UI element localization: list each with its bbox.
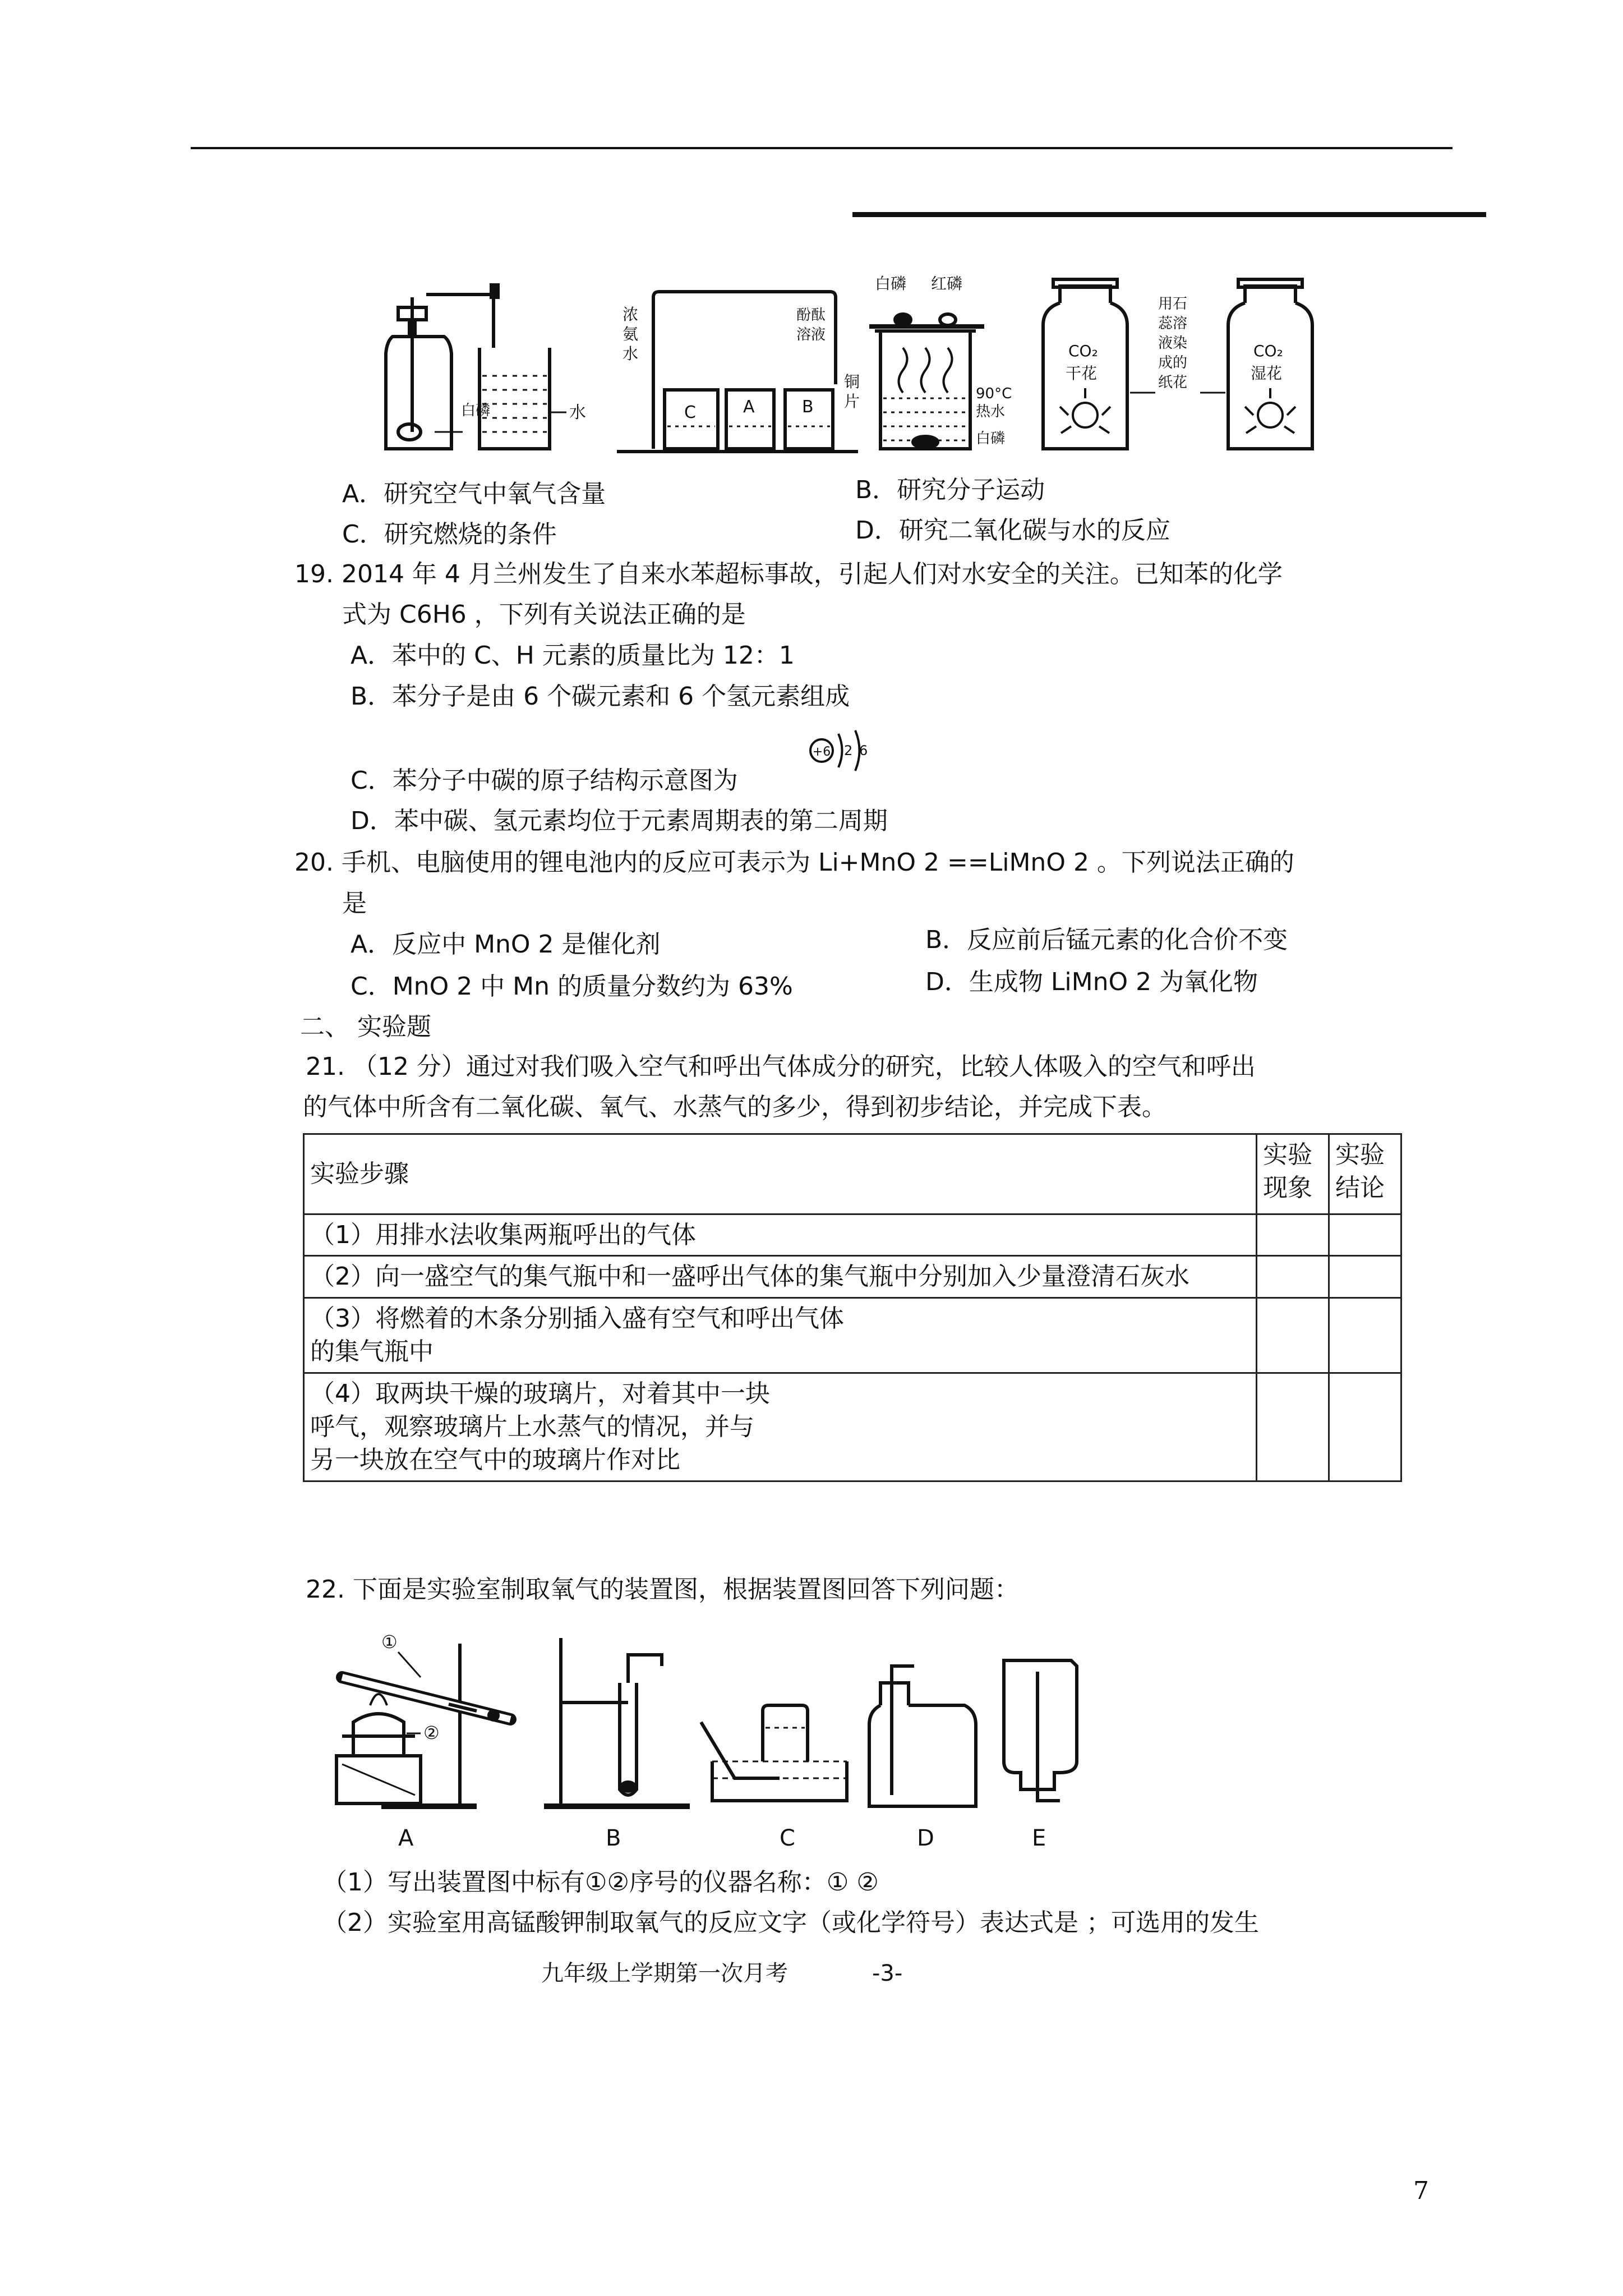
apparatus-b [544, 1638, 690, 1806]
q18-option-a: A．研究空气中氧气含量 [342, 480, 606, 508]
svg-text:液染: 液染 [1158, 335, 1188, 352]
step-3: （3）将燃着的木条分别插入盛有空气和呼出气体的集气瓶中 [304, 1297, 1257, 1373]
fig-d-label-co2-dry: CO₂ [1068, 342, 1098, 360]
q20-option-a: A．反应中 MnO 2 是催化剂 [351, 930, 661, 959]
cell-phenomenon-1[interactable] [1257, 1214, 1329, 1256]
cell-phenomenon-4[interactable] [1257, 1373, 1329, 1481]
fig-b-beaker-c: C [684, 403, 696, 422]
q19-option-b: B．苯分子是由 6 个碳元素和 6 个氢元素组成 [351, 682, 850, 711]
table-row [304, 1373, 1401, 1481]
q22-sub1: （1）写出装置图中标有①②序号的仪器名称：① ② [322, 1868, 879, 1897]
q21-stem-line2: 的气体中所含有二氧化碳、氧气、水蒸气的多少，得到初步结论，并完成下表。 [303, 1093, 1166, 1121]
q20-stem-line1: 20. 手机、电脑使用的锂电池内的反应可表示为 Li+MnO 2 ==LiMnO 2 。下列说法正确的 [294, 848, 1294, 877]
figure-combustion [869, 314, 984, 449]
cell-phenomenon-2[interactable] [1257, 1256, 1329, 1297]
apparatus-d [869, 1666, 976, 1806]
apparatus-c [701, 1705, 847, 1801]
fig-d-label-litmus: 用石 [1158, 296, 1188, 312]
q21-stem-line1: 21. （12 分）通过对我们吸入空气和呼出气体成分的研究，比较人体吸入的空气和呼出 [306, 1052, 1256, 1081]
q20-option-d: D．生成物 LiMnO 2 为氧化物 [925, 968, 1258, 996]
fig-d-label-co2-wet: CO₂ [1253, 342, 1283, 360]
apparatus-e [1004, 1660, 1077, 1801]
fig-c-label-honglin: 红磷 [931, 274, 963, 293]
fig-c-label-bailin: 白磷 [875, 274, 907, 293]
header-conclusion: 实验结论 [1329, 1134, 1401, 1214]
q19-stem-line2: 式为 C6H6 ，下列有关说法正确的是 [342, 600, 746, 629]
table-row [304, 1297, 1401, 1373]
cell-conclusion-4[interactable] [1329, 1373, 1401, 1481]
atom-shell-2: 6 [859, 743, 868, 758]
cell-conclusion-2[interactable] [1329, 1256, 1401, 1297]
q22-sub2: （2）实验室用高锰酸钾制取氧气的反应文字（或化学符号）表达式是 ；可选用的发生 [322, 1908, 1259, 1937]
apparatus-label-e: E [1032, 1825, 1046, 1851]
cell-phenomenon-3[interactable] [1257, 1297, 1329, 1373]
page-number: 7 [1413, 2177, 1429, 2205]
apparatus-figures-top [314, 264, 1324, 466]
q19-option-c: C．苯分子中碳的原子结构示意图为 [351, 766, 738, 795]
apparatus-label-d: D [917, 1825, 934, 1851]
fig-b-label-phenolphthalein: 酚酞 [796, 307, 826, 324]
fig-b-beaker-a: A [743, 397, 755, 417]
q20-stem-line2: 是 [342, 889, 367, 918]
svg-text:片: 片 [844, 392, 860, 411]
fig-c-label-hotwater: 90°C [976, 385, 1012, 402]
table-row [304, 1214, 1401, 1256]
q18-option-d: D．研究二氧化碳与水的反应 [855, 516, 1170, 545]
fig-d-label-wet-flower: 湿花 [1251, 364, 1283, 383]
apparatus-label-a: A [398, 1825, 414, 1851]
apparatus-label-c: C [780, 1825, 795, 1851]
svg-text:水: 水 [623, 344, 639, 363]
section-title: 二、 实验题 [300, 1013, 431, 1041]
svg-text:溶液: 溶液 [796, 326, 826, 343]
table-header-row [304, 1134, 1401, 1214]
svg-text:成的: 成的 [1158, 355, 1188, 371]
fig-b-beaker-b: B [802, 397, 814, 417]
q19-option-d: D．苯中碳、氢元素均位于元素周期表的第二周期 [351, 807, 888, 835]
header-rule [191, 147, 1453, 149]
svg-text:氨: 氨 [623, 325, 639, 343]
marker-2: ② [423, 1722, 440, 1743]
carbon-atom-diagram [808, 724, 875, 774]
apparatus-label-b: B [606, 1825, 621, 1851]
q18-option-c: C．研究燃烧的条件 [342, 520, 557, 549]
header-phenomenon: 实验现象 [1257, 1134, 1329, 1214]
table-row [304, 1256, 1401, 1297]
cell-conclusion-3[interactable] [1329, 1297, 1401, 1373]
header-step: 实验步骤 [304, 1134, 1257, 1214]
svg-text:热水: 热水 [976, 403, 1006, 420]
header-rule-thick [852, 212, 1486, 217]
svg-text:纸花: 纸花 [1158, 374, 1188, 391]
q18-option-b: B．研究分子运动 [855, 476, 1045, 504]
step-1: （1）用排水法收集两瓶呼出的气体 [304, 1214, 1257, 1256]
fig-c-label-copper: 铜 [844, 372, 860, 391]
fig-b-label-ammonia: 浓 [623, 305, 639, 324]
figure-oxygen-content [386, 285, 566, 449]
step-4: （4）取两块干燥的玻璃片，对着其中一块呼气，观察玻璃片上水蒸气的情况，并与另一块放在空气中的玻璃片作对比 [304, 1373, 1257, 1481]
footer-exam-title: 九年级上学期第一次月考 [541, 1961, 788, 1986]
marker-1: ① [381, 1631, 398, 1653]
fig-d-label-dry-flower: 干花 [1066, 364, 1098, 383]
footer-page: -3- [872, 1961, 903, 1986]
step-2: （2）向一盛空气的集气瓶中和一盛呼出气体的集气瓶中分别加入少量澄清石灰水 [304, 1256, 1257, 1297]
experiment-table [303, 1133, 1402, 1482]
q20-option-b: B．反应前后锰元素的化合价不变 [925, 926, 1288, 954]
svg-text:蕊溶: 蕊溶 [1158, 315, 1188, 332]
atom-shell-1: 2 [844, 743, 853, 758]
q19-option-a: A．苯中的 C、H 元素的质量比为 12：1 [351, 641, 795, 670]
atom-nucleus: +6 [812, 745, 831, 759]
fig-c-label-bailin-bottom: 白磷 [976, 430, 1006, 447]
q19-stem-line1: 19. 2014 年 4 月兰州发生了自来水苯超标事故，引起人们对水安全的关注。已知苯的化学 [294, 560, 1283, 588]
fig-a-label-bailin: 白磷 [461, 402, 491, 419]
q20-option-c: C．MnO 2 中 Mn 的质量分数约为 63% [351, 972, 793, 1001]
oxygen-apparatus-figures [308, 1621, 1150, 1857]
q22-stem: 22. 下面是实验室制取氧气的装置图，根据装置图回答下列问题： [306, 1575, 1019, 1604]
cell-conclusion-1[interactable] [1329, 1214, 1401, 1256]
fig-a-label-water: 水 [569, 403, 586, 422]
